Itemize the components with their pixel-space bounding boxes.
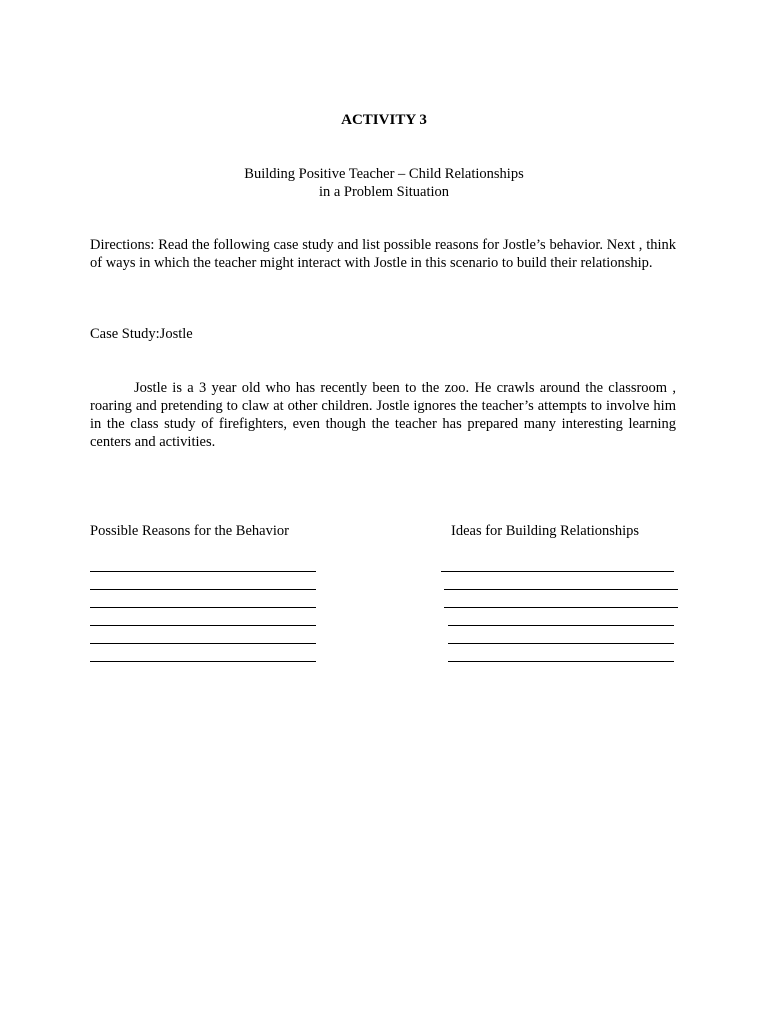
- reasons-column-heading: Possible Reasons for the Behavior: [90, 523, 289, 539]
- reasons-answer-line[interactable]: [90, 661, 316, 662]
- reasons-answer-line[interactable]: [90, 643, 316, 644]
- ideas-answer-line[interactable]: [448, 661, 674, 662]
- reasons-answer-line[interactable]: [90, 589, 316, 590]
- ideas-answer-line[interactable]: [444, 589, 678, 590]
- ideas-answer-line[interactable]: [441, 571, 674, 572]
- reasons-answer-line[interactable]: [90, 625, 316, 626]
- activity-subtitle: [0, 165, 768, 201]
- ideas-answer-line[interactable]: [448, 625, 674, 626]
- ideas-answer-line[interactable]: [444, 607, 678, 608]
- reasons-answer-line[interactable]: [90, 571, 316, 572]
- ideas-answer-line[interactable]: [448, 643, 674, 644]
- directions-paragraph: Directions: Read the following case study and list possible reasons for Jostle’s behavior. Next , think of ways in which the teacher might interact with Jostle in this scenario to build their relationship.: [90, 237, 676, 271]
- case-study-label: Case Study:Jostle: [90, 326, 193, 342]
- subtitle-line-2: in a Problem Situation: [318, 184, 450, 200]
- reasons-answer-line[interactable]: [90, 607, 316, 608]
- case-study-paragraph: Jostle is a 3 year old who has recently been to the zoo. He crawls around the classroom , roaring and pretending to claw at other children. Jostle ignores the teacher’s attempts to involve him in the class study of firefighters, even though the teacher has prepared many interesting learning centers and activities.: [90, 380, 676, 450]
- ideas-column-heading: Ideas for Building Relationships: [451, 523, 640, 539]
- subtitle-line-1: Building Positive Teacher – Child Relationships: [244, 166, 524, 182]
- activity-title: ACTIVITY 3: [341, 112, 427, 128]
